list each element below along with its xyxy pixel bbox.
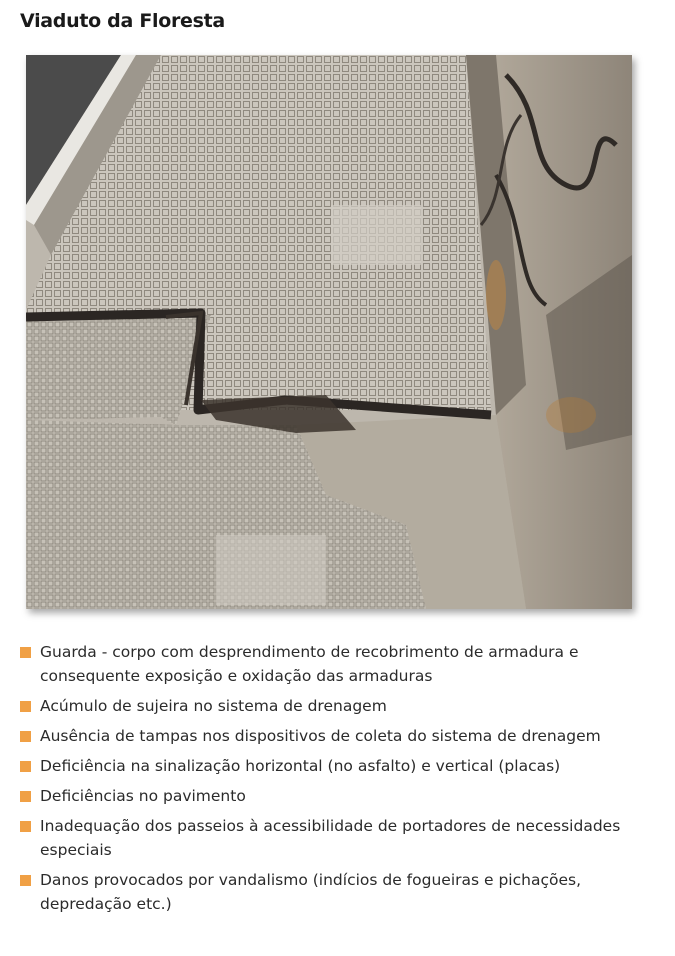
list-item-text: Inadequação dos passeios à acessibilidade de portadores de necessidades especiais <box>40 817 621 859</box>
bullet-square-icon <box>20 791 31 802</box>
list-item <box>20 754 660 778</box>
list-item-text: Deficiência na sinalização horizontal (no asfalto) e vertical (placas) <box>40 757 561 775</box>
list-item <box>20 784 660 808</box>
list-item-text: Guarda - corpo com desprendimento de recobrimento de armadura e consequente exposição e oxidação das armaduras <box>40 643 579 685</box>
list-item-text: Acúmulo de sujeira no sistema de drenagem <box>40 697 387 715</box>
list-item <box>20 694 660 718</box>
list-item <box>20 814 660 862</box>
photo-illustration <box>26 55 632 609</box>
page-title: Viaduto da Floresta <box>20 10 225 32</box>
list-item <box>20 868 660 916</box>
issues-list <box>20 640 660 922</box>
bullet-square-icon <box>20 647 31 658</box>
bullet-square-icon <box>20 731 31 742</box>
list-item <box>20 640 660 688</box>
list-item-text: Ausência de tampas nos dispositivos de coleta do sistema de drenagem <box>40 727 601 745</box>
bullet-square-icon <box>20 701 31 712</box>
list-item-text: Deficiências no pavimento <box>40 787 246 805</box>
viaduct-sidewalk-photo <box>26 55 632 609</box>
list-item-text: Danos provocados por vandalismo (indícios de fogueiras e pichações, depredação etc.) <box>40 871 582 913</box>
bullet-square-icon <box>20 875 31 886</box>
list-item <box>20 724 660 748</box>
bullet-square-icon <box>20 821 31 832</box>
bullet-square-icon <box>20 761 31 772</box>
